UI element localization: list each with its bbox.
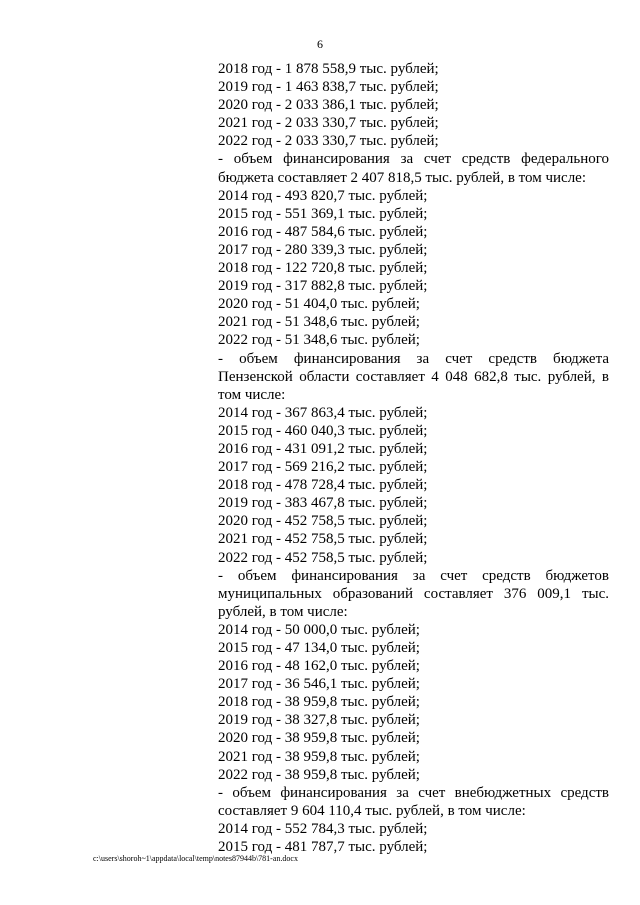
footer-file-path: c:\users\shoroh~1\appdata\local\temp\notes87944b\781-an.docx [93, 854, 298, 863]
line-list-municipal [218, 621, 609, 784]
list-item: 2016 год - 431 091,2 тыс. рублей; [218, 440, 428, 457]
list-item: 2014 год - 493 820,7 тыс. рублей; [218, 187, 428, 204]
list-item: 2017 год - 36 546,1 тыс. рублей; [218, 676, 420, 693]
list-item: 2020 год - 452 758,5 тыс. рублей; [218, 513, 428, 530]
paragraph-regional-budget: - объем финансирования за счет средств бюджета Пензенской области составляет 4 048 682,8 тыс. рублей, в том числе: [218, 350, 609, 403]
list-item: 2022 год - 51 348,6 тыс. рублей; [218, 332, 420, 349]
list-item: 2018 год - 122 720,8 тыс. рублей; [218, 260, 428, 277]
list-item: 2022 год - 452 758,5 тыс. рублей; [218, 549, 428, 566]
list-item: 2021 год - 2 033 330,7 тыс. рублей; [218, 115, 439, 132]
line-list-federal [218, 187, 609, 350]
list-item: 2016 год - 487 584,6 тыс. рублей; [218, 223, 428, 240]
list-item: 2015 год - 481 787,7 тыс. рублей; [218, 839, 428, 856]
list-item: 2021 год - 452 758,5 тыс. рублей; [218, 531, 428, 548]
list-item: 2015 год - 47 134,0 тыс. рублей; [218, 640, 420, 656]
list-item: 2015 год - 551 369,1 тыс. рублей; [218, 205, 428, 222]
list-item: 2019 год - 38 327,8 тыс. рублей; [218, 712, 420, 729]
list-item: 2018 год - 1 878 558,9 тыс. рублей; [218, 61, 439, 77]
line-list-regional [218, 404, 609, 567]
list-item: 2019 год - 383 467,8 тыс. рублей; [218, 495, 428, 512]
list-item: 2021 год - 38 959,8 тыс. рублей; [218, 748, 420, 765]
line-list-totals [218, 60, 609, 150]
list-item: 2020 год - 38 959,8 тыс. рублей; [218, 730, 420, 747]
line-list-extrabudgetary [218, 820, 609, 856]
list-item: 2019 год - 317 882,8 тыс. рублей; [218, 278, 428, 295]
paragraph-extrabudgetary: - объем финансирования за счет внебюджетных средств составляет 9 604 110,4 тыс. рублей, в том числе: [218, 784, 609, 819]
list-item: 2014 год - 50 000,0 тыс. рублей; [218, 621, 420, 638]
list-item: 2016 год - 48 162,0 тыс. рублей; [218, 658, 420, 675]
list-item: 2017 год - 280 339,3 тыс. рублей; [218, 241, 428, 258]
list-item: 2022 год - 38 959,8 тыс. рублей; [218, 766, 420, 783]
list-item: 2020 год - 2 033 386,1 тыс. рублей; [218, 97, 439, 114]
list-item: 2018 год - 478 728,4 тыс. рублей; [218, 477, 428, 494]
paragraph-municipal-budget: - объем финансирования за счет средств бюджетов муниципальных образований составляет 376 009,1 тыс. рублей, в том числе: [218, 567, 609, 620]
page-number: 6 [317, 37, 323, 51]
list-item: 2021 год - 51 348,6 тыс. рублей; [218, 314, 420, 331]
list-item: 2020 год - 51 404,0 тыс. рублей; [218, 296, 420, 313]
list-item: 2014 год - 552 784,3 тыс. рублей; [218, 820, 428, 837]
list-item: 2022 год - 2 033 330,7 тыс. рублей; [218, 133, 439, 150]
list-item: 2017 год - 569 216,2 тыс. рублей; [218, 459, 428, 476]
list-item: 2019 год - 1 463 838,7 тыс. рублей; [218, 79, 439, 96]
paragraph-federal-budget: - объем финансирования за счет средств федерального бюджета составляет 2 407 818,5 тыс. рублей, в том числе: [218, 151, 609, 186]
list-item: 2014 год - 367 863,4 тыс. рублей; [218, 404, 428, 421]
list-item: 2018 год - 38 959,8 тыс. рублей; [218, 694, 420, 711]
document-body [218, 60, 609, 856]
list-item: 2015 год - 460 040,3 тыс. рублей; [218, 422, 428, 439]
